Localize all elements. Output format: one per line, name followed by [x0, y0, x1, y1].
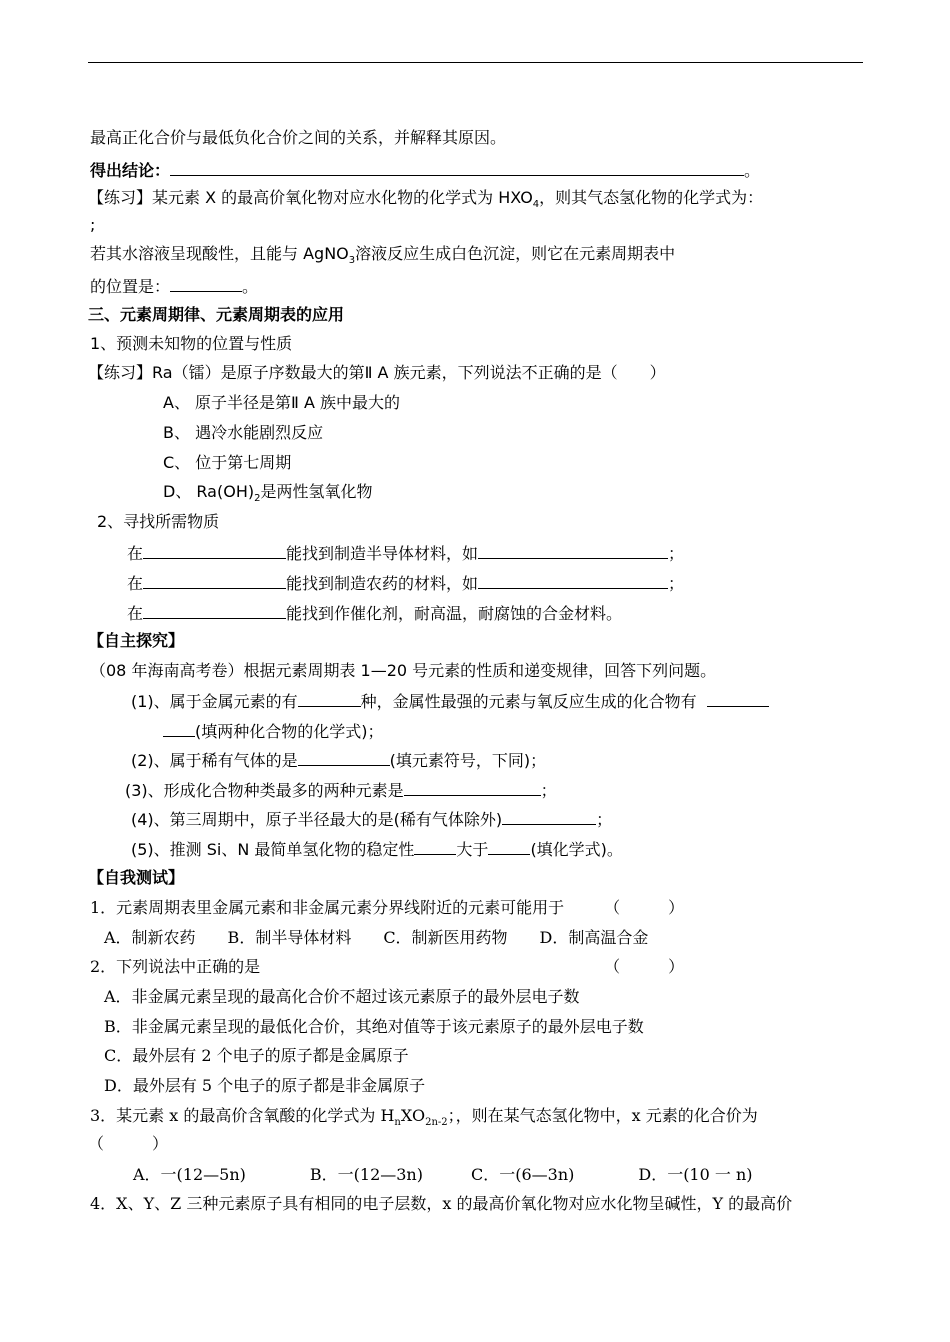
test-question-2	[90, 957, 684, 977]
question-text: (2)、属于稀有气体的是	[131, 751, 298, 770]
section-heading	[88, 305, 344, 325]
option-b	[163, 423, 323, 443]
answer-blank[interactable]	[170, 159, 744, 176]
question-text: (填化学式)。	[530, 840, 623, 859]
option-text: 是两性氢氧化物	[260, 482, 373, 501]
exercise-line	[88, 363, 666, 383]
question-text: 4．X、Y、Z 三种元素原子具有相同的电子层数，x 的最高价氧化物对应水化物呈碱性，Y 的最高价	[90, 1194, 793, 1213]
option-text: C．最外层有 2 个电子的原子都是金属原子	[104, 1046, 409, 1065]
exercise-text: 【练习】某元素 X 的最高价氧化物对应水化物的化学式为 HXO	[88, 188, 533, 207]
section-heading	[88, 868, 184, 888]
exercise-line	[88, 188, 764, 211]
test-question-1	[90, 898, 684, 918]
paragraph-text: 的位置是：	[90, 277, 171, 296]
option-text: B．非金属元素呈现的最低化合价，其绝对值等于该元素原子的最外层电子数	[104, 1017, 644, 1036]
options-text: A．一(12—5n) B．一(12—3n) C．一(6—3n) D．一(10 一 n)	[133, 1165, 753, 1184]
punctuation: ；	[540, 781, 557, 800]
question-intro	[90, 661, 716, 681]
fill-line	[127, 542, 684, 564]
punctuation: ;	[90, 215, 96, 234]
fill-text: 在	[127, 574, 144, 593]
test-question-2-option-d	[104, 1076, 425, 1096]
option-text: D、 Ra(OH)	[163, 482, 255, 501]
question-text: (4)、第三周期中，原子半径最大的是(稀有气体除外)	[131, 810, 503, 829]
section-heading	[88, 631, 184, 651]
question-5	[131, 838, 623, 860]
punctuation: ；	[668, 544, 685, 563]
answer-blank[interactable]	[143, 572, 286, 589]
conclusion-line	[90, 159, 760, 181]
text-line	[90, 244, 676, 267]
answer-blank[interactable]	[414, 838, 456, 855]
question-text: XO	[400, 1106, 426, 1125]
punctuation: ；	[596, 810, 613, 829]
fill-text: 能找到制造半导体材料，如	[286, 544, 479, 563]
question-text: (填两种化合物的化学式)；	[195, 722, 384, 741]
answer-blank[interactable]	[163, 720, 195, 737]
question-1	[131, 690, 769, 712]
option-d	[163, 482, 373, 505]
option-text: A．非金属元素呈现的最高化合价不超过该元素原子的最外层电子数	[104, 987, 580, 1006]
text-line	[90, 128, 506, 148]
paragraph-text: 若其水溶液呈现酸性，且能与 AgNO	[90, 244, 349, 263]
question-text: (1)、属于金属元素的有	[131, 692, 298, 711]
question-text: 3．某元素 x 的最高价含氧酸的化学式为 H	[90, 1106, 395, 1125]
question-2	[131, 749, 546, 771]
question-text: (5)、推测 Si、N 最简单氢化物的稳定性	[131, 840, 415, 859]
section-heading-text: 三、元素周期律、元素周期表的应用	[88, 305, 345, 324]
punctuation: ；	[668, 574, 685, 593]
option-text: B、 遇冷水能剧烈反应	[163, 423, 324, 442]
question-4	[131, 808, 612, 830]
paragraph-text: 溶液反应生成白色沉淀，则它在元素周期表中	[355, 244, 676, 263]
question-3	[125, 779, 557, 801]
subheading	[90, 334, 292, 354]
subheading-text: 1、预测未知物的位置与性质	[90, 334, 293, 353]
punctuation: 。	[744, 161, 761, 180]
punctuation: 。	[242, 277, 259, 296]
test-question-3-answer	[88, 1134, 168, 1154]
subscript: 4	[532, 199, 540, 211]
answer-blank[interactable]	[488, 838, 530, 855]
answer-parentheses: （ ）	[88, 1134, 169, 1153]
section-heading-text: 【自我测试】	[88, 868, 185, 887]
subheading-text: 2、寻找所需物质	[97, 512, 220, 531]
test-question-3	[90, 1106, 758, 1129]
answer-blank[interactable]	[170, 275, 242, 292]
question-text: 种，金属性最强的元素与氧反应生成的化合物有	[360, 692, 697, 711]
fill-line	[127, 602, 622, 624]
answer-blank[interactable]	[298, 690, 361, 707]
question-text: (填元素符号，下同)；	[389, 751, 547, 770]
question-text: ；，则在某气态氢化物中，x 元素的化合价为	[447, 1106, 758, 1125]
question-text: 2．下列说法中正确的是 （ ）	[90, 957, 685, 976]
question-text: 大于	[456, 840, 489, 859]
conclusion-label: 得出结论：	[90, 161, 171, 180]
text-line	[90, 215, 95, 235]
section-heading-text: 【自主探究】	[88, 631, 185, 650]
test-question-2-option-b	[104, 1017, 644, 1037]
fill-text: 能找到作催化剂，耐高温，耐腐蚀的合金材料。	[286, 604, 623, 623]
fill-text: 在	[127, 604, 144, 623]
test-question-1-options	[104, 928, 648, 948]
answer-blank[interactable]	[143, 602, 286, 619]
subscript: n	[394, 1117, 401, 1129]
subscript: 3	[348, 255, 356, 267]
option-text: C、 位于第七周期	[163, 453, 292, 472]
answer-blank[interactable]	[478, 542, 668, 559]
answer-blank[interactable]	[707, 690, 769, 707]
test-question-2-option-a	[104, 987, 580, 1007]
subscript: 2	[254, 493, 261, 505]
subscript: 2n-2	[425, 1117, 448, 1129]
question-1-continued	[163, 720, 384, 742]
exercise-text: ，则其气态氢化物的化学式为：	[539, 188, 764, 207]
option-a	[163, 393, 400, 413]
question-text: 1．元素周期表里金属元素和非金属元素分界线附近的元素可能用于 （ ）	[90, 898, 685, 917]
fill-text: 在	[127, 544, 144, 563]
test-question-4	[90, 1194, 792, 1214]
fill-text: 能找到制造农药的材料，如	[286, 574, 479, 593]
answer-blank[interactable]	[143, 542, 286, 559]
exercise-text: 【练习】Ra（镭）是原子序数最大的第Ⅱ A 族元素，下列说法不正确的是（ ）	[88, 363, 666, 382]
answer-blank[interactable]	[478, 572, 668, 589]
answer-blank[interactable]	[404, 779, 541, 796]
options-text: A．制新农药 B．制半导体材料 C．制新医用药物 D．制高温合金	[104, 928, 649, 947]
answer-blank[interactable]	[502, 808, 596, 825]
header-rule	[88, 62, 863, 63]
option-text: D．最外层有 5 个电子的原子都是非金属原子	[104, 1076, 426, 1095]
option-c	[163, 453, 291, 473]
text-line	[90, 275, 258, 297]
question-text: (3)、形成化合物种类最多的两种元素是	[125, 781, 404, 800]
intro-text: （08 年海南高考卷）根据元素周期表 1—20 号元素的性质和递变规律，回答下列问题。	[90, 661, 717, 680]
subheading	[97, 512, 219, 532]
test-question-3-options	[133, 1165, 753, 1185]
option-text: A、 原子半径是第Ⅱ A 族中最大的	[163, 393, 401, 412]
answer-blank[interactable]	[298, 749, 390, 766]
paragraph-text: 最高正化合价与最低负化合价之间的关系，并解释其原因。	[90, 128, 507, 147]
test-question-2-option-c	[104, 1046, 409, 1066]
fill-line	[127, 572, 684, 594]
